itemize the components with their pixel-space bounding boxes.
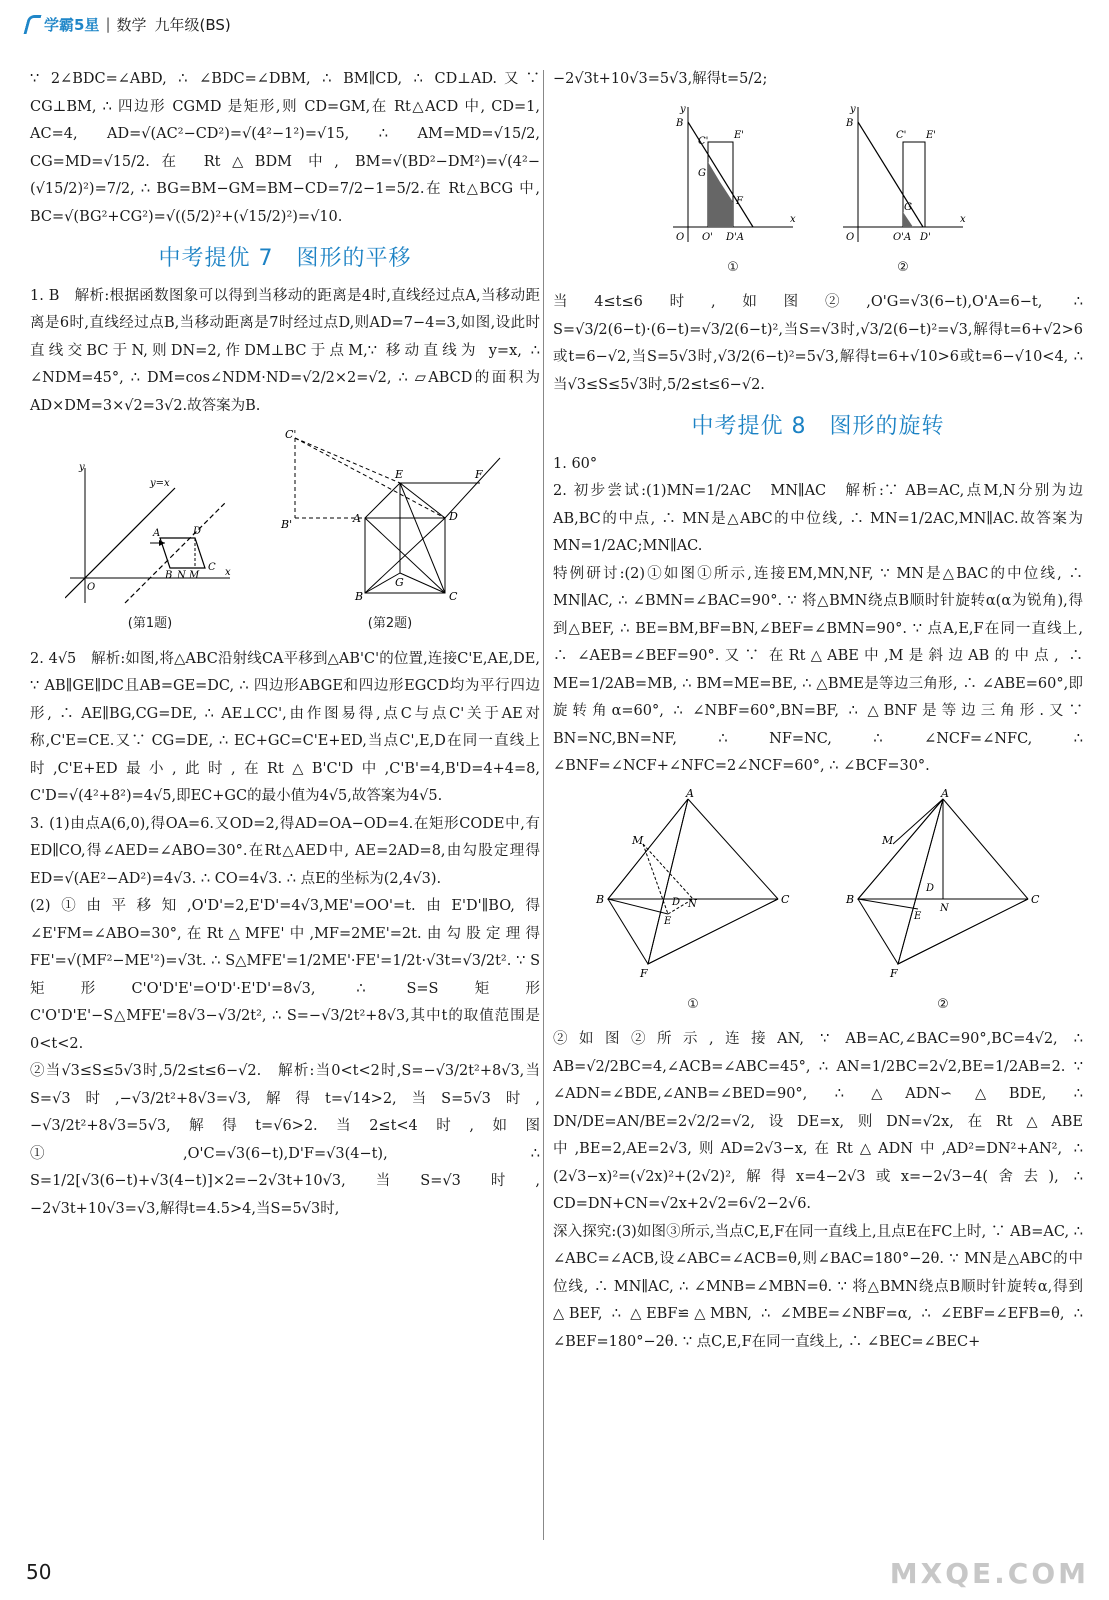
- svg-text:x: x: [225, 567, 231, 578]
- grade-label: 九年级(BS): [154, 15, 231, 34]
- svg-text:x: x: [790, 213, 796, 225]
- caption-rotation-1: ①: [687, 996, 699, 1012]
- svg-text:B: B: [846, 892, 855, 906]
- figure-rotation-1: [588, 789, 798, 1019]
- svg-text:E': E': [926, 129, 937, 141]
- brand-name: 学霸5星: [44, 15, 100, 34]
- figure-q2-geometry: [275, 428, 505, 608]
- prev-solution-end: ∵ 2∠BDC=∠ABD, ∴ ∠BDC=∠DBM, ∴ BM∥CD, ∴ CD⊥AD.又∵ CG⊥BM, ∴ 四边形 CGMD 是矩形,则 CD=GM,在 Rt△ACD 中, CD=1, AC=4, AD=√(AC²−CD²)=√(4²−1²)=√15, ∴ AM=MD=√15/2, CG=MD=√15/2.在 Rt△BDM 中, BM=√(BD²−DM²)=√(4²−(√15/2)²)=7/2, ∴ BG=BM−GM=BM−CD=7/2−1=5/2.在 Rt△BCG 中, BC=√(BG²+CG²)=√((5/2)²+(√15/2)²)=√10.: [30, 71, 540, 225]
- svg-text:y=x: y=x: [150, 478, 170, 489]
- figure-q3-graph-2: [838, 102, 968, 252]
- page-header: [26, 10, 231, 38]
- svg-text:A: A: [686, 788, 694, 800]
- svg-text:B: B: [165, 570, 173, 581]
- svg-text:E: E: [914, 910, 922, 922]
- svg-text:A: A: [941, 788, 949, 800]
- brand-logo: [26, 14, 99, 35]
- caption-q2: (第2题): [367, 616, 413, 631]
- solution-case-2: 当4≤t≤6时,如图②,O'G=√3(6−t),O'A=6−t, ∴ S=√3/2(6−t)·(6−t)=√3/2(6−t)²,当S=√3时,√3/2(6−t)²=√3,解得t=6+√2>6或t=6−√2,当S=5√3时,√3/2(6−t)²=5√3,解得t=6+√10>6或t=6−√10<4, ∴ 当√3≤S≤5√3时,5/2≤t≤6−√2.: [553, 294, 1083, 393]
- svg-text:O: O: [846, 231, 855, 243]
- answer-8-1: 1. 60°: [553, 455, 598, 472]
- svg-text:N: N: [688, 898, 697, 910]
- svg-text:M: M: [882, 833, 894, 847]
- svg-text:D': D': [920, 231, 931, 243]
- svg-text:O: O: [676, 231, 685, 243]
- svg-text:x: x: [960, 213, 966, 225]
- svg-text:y: y: [850, 103, 856, 115]
- svg-text:D'A: D'A: [726, 231, 744, 243]
- answer-2: 2. 4√5 解析:如图,将△ABC沿射线CA平移到△AB'C'的位置,连接C'E,AE,DE, ∵ AB∥GE∥DC且AB=GE=DC, ∴ 四边形ABGE和四边形EGCD均为平行四边形, ∴ AE∥BG,CG=DE, ∴ AE⊥CC',由作图易得,点C与点C'关于AE对称,C'E=CE.又∵ CG=DE, ∴ EC+GC=C'E+ED,当点C',E,D在同一直线上时,C'E+ED最小,此时,在Rt△B'C'D中,C'B'=4,B'D=4+4=8, C'D=√(4²+8²)=4√5,即EC+GC的最小值为4√5,故答案为4√5.: [30, 650, 540, 804]
- svg-text:O: O: [87, 582, 96, 593]
- svg-text:y: y: [79, 462, 85, 473]
- right-column: [553, 66, 1083, 1356]
- svg-text:C': C': [285, 428, 297, 441]
- answer-8-2: 2. 初步尝试:(1)MN=1/2AC MN∥AC 解析:∵ AB=AC,点M,N分别为边AB,BC的中点, ∴ MN是△ABC的中位线, ∴ MN=1/2AC,MN∥AC.故答案为MN=1/2AC;MN∥AC.: [553, 483, 1083, 554]
- svg-text:D: D: [672, 896, 681, 908]
- svg-text:B: B: [846, 117, 854, 129]
- svg-text:C: C: [208, 562, 216, 573]
- figure-q3-1: [668, 102, 798, 282]
- watermark: MXQE.COM: [889, 1557, 1089, 1590]
- svg-text:O': O': [702, 231, 713, 243]
- figure-rotation-graph-1: [588, 789, 798, 989]
- figure-q3-2: [838, 102, 968, 282]
- answer-8-2-part3: 深入探究:(3)如图③所示,当点C,E,F在同一直线上,且点E在FC上时, ∵ AB=AC, ∴ ∠ABC=∠ACB,设∠ABC=∠ACB=θ,则∠BAC=180°−2θ. ∵ MN是△ABC的中位线, ∴ MN∥AC, ∴ ∠MNB=∠MBN=θ. ∵ 将△BMN绕点B顺时针旋转α,得到△BEF, ∴ △EBF≌△MBN, ∴ ∠MBE=∠NBF=α, ∴ ∠EBF=∠EFB=θ, ∴ ∠BEF=180°−2θ. ∵ 点C,E,F在同一直线上, ∴ ∠BEC=∠BEC+: [553, 1223, 1083, 1350]
- caption-rotation-2: ②: [937, 996, 949, 1012]
- svg-text:B: B: [676, 117, 684, 129]
- svg-text:C: C: [1031, 892, 1040, 906]
- svg-text:C': C': [896, 129, 907, 141]
- svg-text:B: B: [355, 590, 364, 603]
- svg-text:E: E: [664, 915, 672, 927]
- svg-text:F: F: [890, 966, 898, 980]
- figure-rotation-2: [838, 789, 1048, 1019]
- svg-text:D: D: [926, 882, 935, 894]
- caption-fig-2: ②: [897, 259, 909, 275]
- svg-text:A: A: [353, 512, 361, 525]
- svg-text:D: D: [449, 510, 458, 523]
- continued-solution: −2√3t+10√3=5√3,解得t=5/2;: [553, 71, 768, 87]
- column-divider: [543, 70, 544, 1540]
- svg-text:G: G: [395, 576, 404, 589]
- left-column: [30, 66, 540, 1223]
- figure-q3-graph-1: [668, 102, 798, 252]
- svg-text:N: N: [177, 570, 186, 581]
- svg-text:E: E: [395, 468, 404, 481]
- figure-q1-graph: [65, 458, 235, 608]
- section-title-8: 中考提优 8 图形的旋转: [691, 414, 945, 439]
- svg-text:D: D: [193, 526, 202, 537]
- svg-text:G: G: [698, 167, 706, 179]
- caption-q1: (第1题): [127, 616, 173, 631]
- svg-text:N: N: [940, 902, 949, 914]
- answer-3-part2: (2)①由平移知,O'D'=2,E'D'=4√3,ME'=OO'=t.由E'D'∥BO,得∠E'FM=∠ABO=30°,在Rt△MFE'中,MF=2ME'=2t.由勾股定理得FE'=√(MF²−ME'²)=√3t. ∴ S△MFE'=1/2ME'·FE'=1/2t·√3t=√3/2t². ∵ S矩形C'O'D'E'=O'D'·E'D'=8√3, ∴ S=S矩形C'O'D'E'−S△MFE'=8√3−√3/2t², ∴ S=−√3/2t²+8√3,其中t的取值范围是0<t<2.: [30, 898, 540, 1052]
- answer-1: 1. B 解析:根据函数图象可以得到当移动的距离是4时,直线经过点A,当移动距离是6时,直线经过点B,当移动距离是7时经过点D,则AD=7−4=3,如图,设此时直线交BC于N,则DN=2,作DM⊥BC于点M,∵ 移动直线为 y=x, ∴ ∠NDM=45°, ∴ DM=cos∠NDM·ND=√2/2×2=√2, ∴ ▱ABCD的面积为AD×DM=3×√2=3√2.故答案为B.: [30, 287, 540, 414]
- figure-row-q1-q2: [30, 428, 540, 638]
- answer-3-part3: ②当√3≤S≤5√3时,5/2≤t≤6−√2. 解析:当0<t<2时,S=−√3/2t²+8√3,当S=√3时,−√3/2t²+8√3=√3,解得t=√14>2,当S=5√3时,−√3/2t²+8√3=5√3,解得t=√6>2.当2≤t<4时,如图①,O'C=√3(6−t),D'F=√3(4−t), ∴ S=1/2[√3(6−t)+√3(4−t)]×2=−2√3t+10√3,当S=√3时,−2√3t+10√3=√3,解得t=4.5>4,当S=5√3时,: [30, 1063, 540, 1217]
- svg-text:M: M: [632, 833, 644, 847]
- caption-fig-1: ①: [727, 259, 739, 275]
- figure-q1: [65, 458, 235, 638]
- figure-q2: [275, 428, 505, 638]
- page-number: 50: [26, 1560, 52, 1584]
- header-divider: |: [105, 15, 111, 33]
- answer-8-2-part2: ②如图②所示,连接AN, ∵ AB=AC,∠BAC=90°,BC=4√2, ∴ AB=√2/2BC=4,∠ACB=∠ABC=45°, ∴ AN=1/2BC=2√2,BE=1/2AB=2. ∵ ∠ADN=∠BDE,∠ANB=∠BED=90°, ∴ △ADN∽△BDE, ∴ DN/DE=AN/BE=2√2/2=√2,设DE=x,则DN=√2x,在Rt△ABE中,BE=2,AE=2√3,则AD=2√3−x,在Rt△ADN中,AD²=DN²+AN², ∴ (2√3−x)²=(√2x)²+(2√2)²,解得x=4−2√3或x=−2√3−4(舍去), ∴ CD=DN+CN=√2x+2√2=6√2−2√6.: [553, 1031, 1083, 1212]
- svg-text:O'A: O'A: [893, 231, 912, 243]
- svg-text:A: A: [153, 528, 161, 539]
- svg-text:F: F: [736, 195, 743, 207]
- svg-text:F: F: [475, 468, 483, 481]
- svg-text:G: G: [904, 201, 912, 213]
- section-title-7: 中考提优 7 图形的平移: [158, 246, 412, 271]
- figure-row-q3: [553, 102, 1083, 282]
- figure-rotation-graph-2: [838, 789, 1048, 989]
- answer-3-part1: 3. (1)由点A(6,0),得OA=6.又OD=2,得AD=OA−OD=4.在矩形CODE中,有ED∥CO,得∠AED=∠ABO=30°.在Rt△AED中, AE=2AD=8,由勾股定理得ED=√(AE²−AD²)=4√3. ∴ CO=4√3. ∴ 点E的坐标为(2,4√3).: [30, 815, 540, 887]
- subject-label: 数学: [116, 15, 147, 34]
- answer-8-2-case-study: 特例研讨:(2)①如图①所示,连接EM,MN,NF, ∵ MN是△BAC的中位线, ∴ MN∥AC, ∴ ∠BMN=∠BAC=90°. ∵ 将△BMN绕点B顺时针旋转α(α为锐角),得到△BEF, ∴ BE=BM,BF=BN,∠BEF=∠BMN=90°. ∵ 点A,E,F在同一直线上, ∴ ∠AEB=∠BEF=90°.又∵ 在Rt△ABE中,M是斜边AB的中点, ∴ ME=1/2AB=MB, ∴ BM=ME=BE, ∴ △BME是等边三角形, ∴ ∠ABE=60°,即旋转角α=60°, ∴ ∠NBF=60°,BN=BF, ∴ △BNF是等边三角形.又∵ BN=NC,BN=NF, ∴ NF=NC, ∴ ∠NCF=∠NFC, ∴ ∠BNF=∠NCF+∠NFC=2∠NCF=60°, ∴ ∠BCF=30°.: [553, 565, 1083, 774]
- svg-text:C: C: [781, 892, 790, 906]
- svg-text:y: y: [680, 103, 686, 115]
- svg-text:M: M: [189, 570, 200, 581]
- svg-text:B': B': [281, 518, 293, 531]
- figure-row-rotation: [553, 789, 1083, 1019]
- svg-text:C': C': [698, 135, 709, 147]
- logo-icon: [23, 15, 41, 34]
- svg-text:B: B: [596, 892, 605, 906]
- svg-text:E': E': [734, 129, 745, 141]
- svg-text:C: C: [449, 590, 458, 603]
- svg-text:F: F: [640, 966, 648, 980]
